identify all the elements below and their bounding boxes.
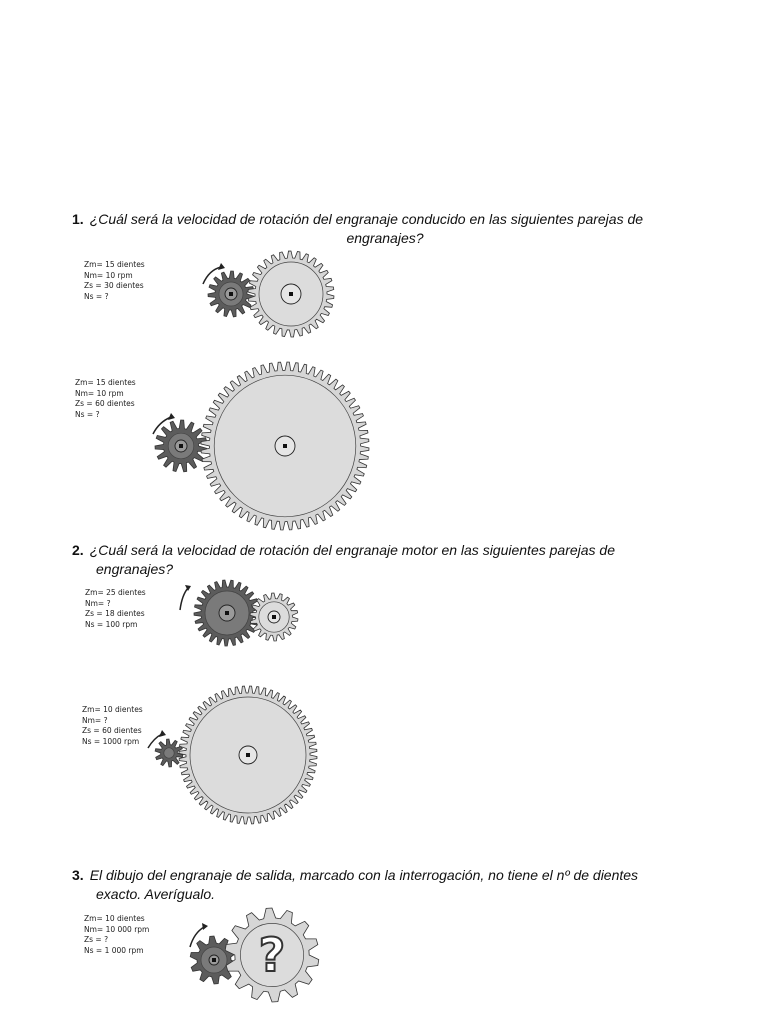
gear-key <box>289 292 293 296</box>
exercise-1b-data <box>75 378 136 420</box>
exercise-3-data <box>84 914 149 956</box>
rotation-arrow-icon <box>180 588 188 610</box>
data-line: Zs = 18 dientes <box>85 609 145 618</box>
gear-key <box>225 611 229 615</box>
question-text: El dibujo del engranaje de salida, marcado con la interrogación, no tiene el nº de dientes <box>89 867 639 883</box>
data-line: Nm= 10 rpm <box>84 270 133 280</box>
data-line: Nm= ? <box>82 715 108 725</box>
data-line: Nm= ? <box>85 598 111 608</box>
gear-pair-1b <box>145 360 385 535</box>
gear-key <box>212 958 216 962</box>
data-line: Zm= 10 dientes <box>84 914 145 923</box>
data-line: Zs = ? <box>84 935 109 944</box>
data-line: Ns = ? <box>84 291 109 301</box>
arrow-head-icon <box>202 923 208 930</box>
question-number: 1. <box>72 211 84 227</box>
question-text-continuation: engranajes? <box>346 230 424 246</box>
question-number: 3. <box>72 867 84 883</box>
gear-key <box>179 444 183 448</box>
arrow-head-icon <box>168 413 175 420</box>
arrow-head-icon <box>159 730 166 737</box>
data-line: Zm= 15 dientes <box>84 260 145 269</box>
motor-gear-hub <box>164 748 174 758</box>
data-line: Ns = 1 000 rpm <box>84 945 144 955</box>
data-line: Zs = 60 dientes <box>82 726 142 735</box>
gear-key <box>272 615 276 619</box>
question-3 <box>72 866 690 904</box>
gear-pair-3 <box>180 905 320 1010</box>
gear-key <box>229 292 233 296</box>
question-text: ¿Cuál será la velocidad de rotación del engranaje conducido en las siguientes parejas de <box>89 211 644 227</box>
data-line: Zs = 60 dientes <box>75 399 135 408</box>
gear-key <box>283 444 287 448</box>
question-mark: ? <box>258 928 286 982</box>
gear-pair-1a <box>195 250 355 345</box>
data-line: Zm= 10 dientes <box>82 705 143 714</box>
data-line: Nm= 10 rpm <box>75 388 124 398</box>
question-text: ¿Cuál será la velocidad de rotación del engranaje motor en las siguientes parejas de <box>89 542 616 558</box>
question-1 <box>72 210 698 248</box>
data-line: Ns = 100 rpm <box>85 619 138 629</box>
exercise-1a-data <box>84 260 145 302</box>
question-text-continuation: engranajes? <box>96 561 174 577</box>
data-line: Ns = 1000 rpm <box>82 736 140 746</box>
data-line: Zm= 15 dientes <box>75 378 136 387</box>
question-number: 2. <box>72 542 84 558</box>
exercise-2a-data <box>85 588 146 630</box>
data-line: Zs = 30 dientes <box>84 281 144 290</box>
question-2 <box>72 541 690 579</box>
gear-pair-2b <box>140 682 330 832</box>
data-line: Zm= 25 dientes <box>85 588 146 597</box>
data-line: Ns = ? <box>75 409 100 419</box>
exercise-2b-data <box>82 705 143 747</box>
gear-pair-2a <box>170 575 310 650</box>
gear-key <box>246 753 250 757</box>
data-line: Nm= 10 000 rpm <box>84 924 150 934</box>
question-text-continuation: exacto. Averígualo. <box>96 886 216 902</box>
arrow-head-icon <box>218 263 225 270</box>
